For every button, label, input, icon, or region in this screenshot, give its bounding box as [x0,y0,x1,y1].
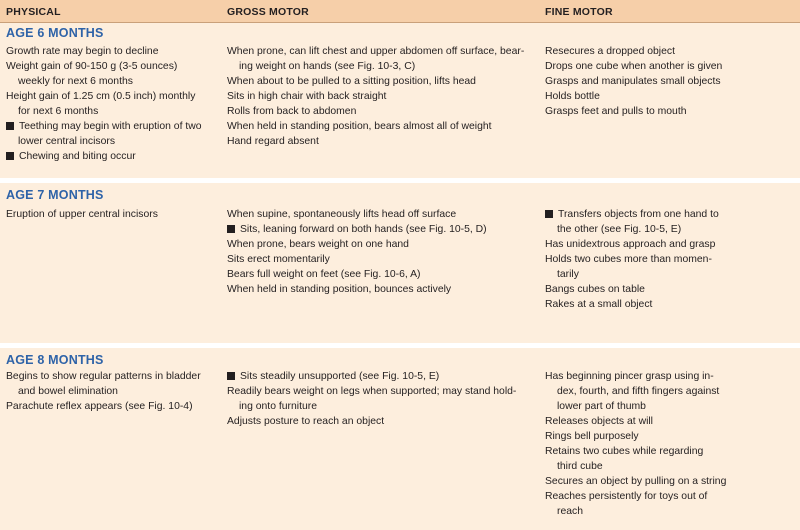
list-item: Secures an object by pulling on a string [545,476,727,487]
list-item: Has unidextrous approach and grasp [545,239,716,250]
list-item: Retains two cubes while regarding [545,446,704,457]
section-title: AGE 6 MONTHS [6,26,104,40]
list-item: reach [557,506,583,517]
section-title: AGE 8 MONTHS [6,353,104,367]
list-item: Rolls from back to abdomen [227,106,357,117]
section-age-6-months [0,23,800,178]
list-item: lower part of thumb [557,401,646,412]
list-item: Readily bears weight on legs when supported; may stand hold- [227,386,517,397]
list-item: Holds two cubes more than momen- [545,254,712,265]
physical-cell [6,44,212,164]
list-item: Reaches persistently for toys out of [545,491,708,502]
list-item: Chewing and biting occur [6,149,212,164]
section-title: AGE 7 MONTHS [6,188,104,202]
bullet-icon [6,122,14,130]
header-gross-motor: GROSS MOTOR [227,6,309,18]
header-physical: PHYSICAL [6,6,61,18]
physical-cell [6,207,212,222]
list-item: When held in standing position, bounces actively [227,284,452,295]
list-item: Adjusts posture to reach an object [227,416,385,427]
header-fine-motor: FINE MOTOR [545,6,613,18]
bullet-icon [545,210,553,218]
list-item: weekly for next 6 months [18,76,133,87]
list-item: Bangs cubes on table [545,284,645,295]
gross-motor-cell [227,207,527,297]
fine-motor-cell [545,44,795,119]
list-item: Teething may begin with eruption of two [6,119,212,134]
fine-motor-cell [545,207,795,312]
list-item: When prone, can lift chest and upper abdomen off surface, bear- [227,46,525,57]
physical-cell [6,369,212,414]
list-item: Sits, leaning forward on both hands (see Fig. 10-5, D) [227,222,527,237]
list-item: Drops one cube when another is given [545,61,723,72]
list-item: When supine, spontaneously lifts head off surface [227,209,457,220]
list-item: Holds bottle [545,91,600,102]
bullet-icon [227,225,235,233]
section-age-7-months [0,183,800,343]
list-item: Weight gain of 90-150 g (3-5 ounces) [6,61,178,72]
list-item: Sits in high chair with back straight [227,91,387,102]
list-item: When prone, bears weight on one hand [227,239,409,250]
list-item: Sits erect momentarily [227,254,330,265]
list-item: Parachute reflex appears (see Fig. 10-4) [6,401,193,412]
list-item: Rings bell purposely [545,431,639,442]
list-item: lower central incisors [18,136,116,147]
list-item: Resecures a dropped object [545,46,675,57]
list-item: Grasps and manipulates small objects [545,76,721,87]
list-item: Begins to show regular patterns in bladder [6,371,201,382]
list-item: and bowel elimination [18,386,118,397]
list-item: Transfers objects from one hand to [545,207,795,222]
list-item: Height gain of 1.25 cm (0.5 inch) monthly [6,91,196,102]
gross-motor-cell [227,44,527,149]
list-item: dex, fourth, and fifth fingers against [557,386,720,397]
list-item: ing weight on hands (see Fig. 10-3, C) [239,61,416,72]
list-item: Sits steadily unsupported (see Fig. 10-5, E) [227,369,527,384]
section-age-8-months [0,348,800,530]
list-item: for next 6 months [18,106,99,117]
list-item: the other (see Fig. 10-5, E) [557,224,682,235]
list-item: tarily [557,269,579,280]
list-item: Bears full weight on feet (see Fig. 10-6, A) [227,269,421,280]
list-item: Growth rate may begin to decline [6,46,159,57]
list-item: Hand regard absent [227,136,319,147]
bullet-icon [227,372,235,380]
fine-motor-cell [545,369,795,519]
table-header [0,0,800,23]
list-item: Has beginning pincer grasp using in- [545,371,714,382]
list-item: Grasps feet and pulls to mouth [545,106,687,117]
list-item: When about to be pulled to a sitting position, lifts head [227,76,476,87]
list-item: Rakes at a small object [545,299,653,310]
list-item: Eruption of upper central incisors [6,209,158,220]
gross-motor-cell [227,369,527,429]
list-item: ing onto furniture [239,401,317,412]
list-item: Releases objects at will [545,416,653,427]
bullet-icon [6,152,14,160]
list-item: When held in standing position, bears almost all of weight [227,121,492,132]
list-item: third cube [557,461,603,472]
